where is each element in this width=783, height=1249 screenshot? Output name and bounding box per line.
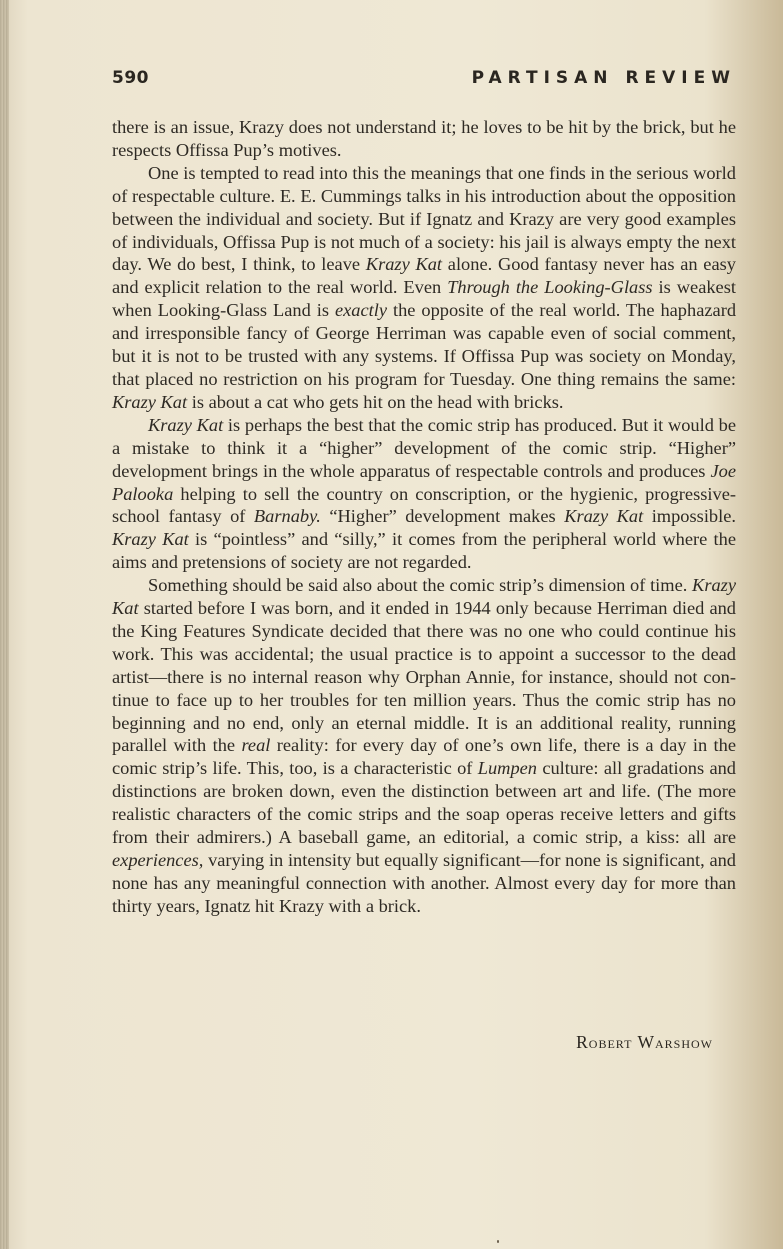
text-run: started before I was born, and it ended in 1944 only because Herriman died and the King Features Syndicate decided that there was no one who could continue his work. This was accidental; the usual practice is to appoint a successor to the dead artist—there is no internal reason why Orphan Annie, for instance, should not continue to face up to her troubles for ten million years. Thus the comic strip has no beginning and no end, only an eternal middle. It is an additional reality, running parallel with the [112,598,736,756]
text-run: is perhaps the best that the comic strip has produced. But it would be a mistake to think it a “higher” development of the comic strip. “Higher” development brings in the whole apparatus of respectable controls and produces [112,414,736,481]
italic-text-run: Krazy Kat [112,575,736,619]
text-run: there is an issue, Krazy does not understand it; he loves to be hit by the brick, but he respects Offissa Pup’s motives. [112,117,736,160]
italic-text-run: Krazy Kat [112,529,189,550]
text-run: is weakest when Looking-Glass Land is [112,277,736,321]
text-run: varying in intensity but equally significant—for none is significant, and none has any meaningful connection with another. Almost every day for more than thirty years, Ignatz hit Krazy with a brick. [112,850,736,916]
paragraph [112,414,736,574]
text-run: Something should be said also about the comic strip’s dimension of time. [148,575,693,596]
text-run: impossible. [643,506,736,527]
italic-text-run: experiences, [112,850,204,870]
italic-text-run: Joe Palooka [112,460,736,504]
italic-text-run: Lumpen [477,758,537,779]
paragraph [112,574,736,918]
italic-text-run: real [241,735,271,756]
italic-text-run: Krazy Kat [365,254,443,275]
text-run: One is tempted to read into this the meanings that one finds in the serious world of respectable culture. E. E. Cummings talks in his introduction about the opposition between the individual and society. But if Ignatz and Krazy are very good examples of individuals, Offissa Pup is not much of a society: his jail is always empty the next day. We do best, I think, to leave [112,162,736,275]
text-run: “Higher” development makes [320,506,565,527]
italic-text-run: Through the Looking-Glass [447,277,653,298]
binding-edge [0,0,9,1249]
text-run: alone. Good fantasy never has an easy and explicit relation to the real world. Even [112,254,736,298]
print-speck [497,1240,499,1243]
italic-text-run: exactly [334,300,388,321]
text-run: is about a cat who gets hit on the head with bricks. [187,391,564,412]
running-head [112,68,736,96]
text-run: reality: for every day of one’s own life, there is a day in the comic strip’s life. This, too, is a characteristic of [112,735,736,779]
italic-text-run: Barnaby. [253,506,321,527]
paragraph [112,162,736,414]
paragraph [112,116,736,162]
italic-text-run: Krazy Kat [148,414,224,435]
page-number: 590 [112,68,149,88]
italic-text-run: Krazy Kat [564,506,644,527]
text-run: helping to sell the country on conscription, or the hygienic, progressive-school fantasy of [112,483,736,527]
article-body [112,116,736,918]
text-run: culture: all gradations and distinctions are broken down, even the distinction between art and life. (The more realistic characters of the comic strips and the soap operas receive letters and gifts from their admirers.) A baseball game, an editorial, a comic strip, a kiss: all are [112,758,737,848]
text-run: the opposite of the real world. The haphazard and irresponsible fancy of George Herriman was capable even of social comment, but it is not to be trusted with any systems. If Offissa Pup was society on Monday, that placed no restriction on his program for Tuesday. One thing remains the same: [112,300,737,389]
author-signature: Robert Warshow [576,1032,713,1052]
text-run: is “pointless” and “silly,” it comes from the peripheral world where the aims and pretensions of society are not regarded. [112,529,737,573]
journal-title: PARTISAN REVIEW [471,68,736,88]
italic-text-run: Krazy Kat [112,391,188,412]
